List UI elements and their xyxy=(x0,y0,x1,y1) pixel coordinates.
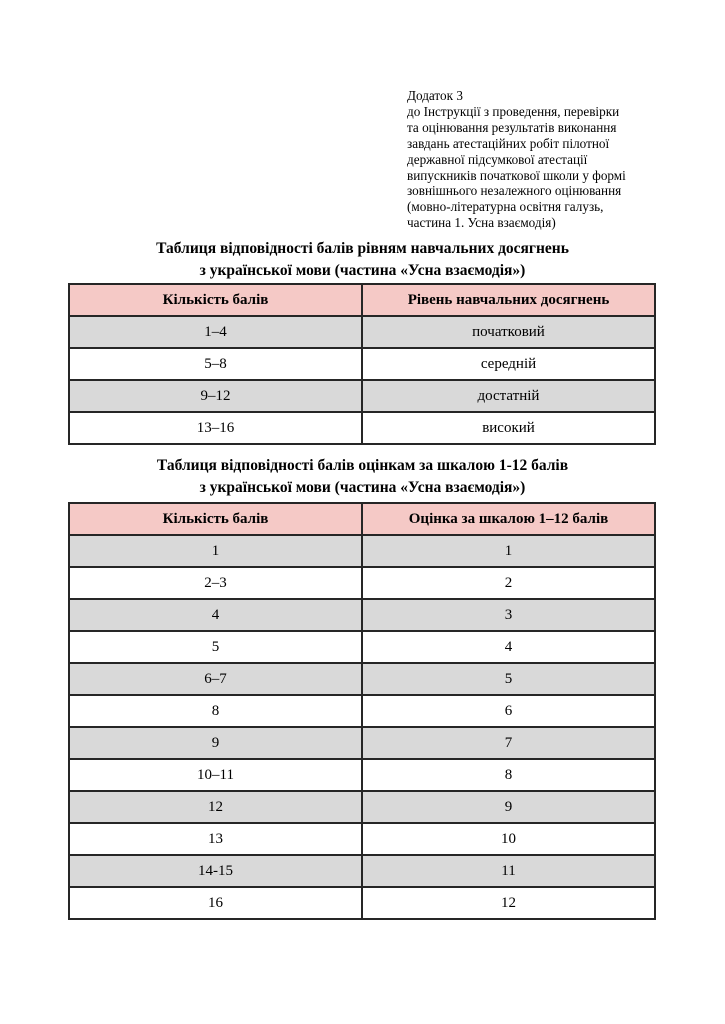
appendix-note-line: зовнішнього незалежного оцінювання xyxy=(407,183,622,199)
score-cell: 16 xyxy=(69,887,362,919)
table-row xyxy=(69,631,655,663)
level-cell: середній xyxy=(362,348,655,380)
appendix-note xyxy=(407,88,662,231)
table-row xyxy=(69,823,655,855)
score-cell: 4 xyxy=(69,599,362,631)
score-cell: 13 xyxy=(69,823,362,855)
grade-cell: 5 xyxy=(362,663,655,695)
grades-table-grade-header: Оцінка за шкалою 1–12 балів xyxy=(362,503,655,535)
score-cell: 6–7 xyxy=(69,663,362,695)
score-cell: 13–16 xyxy=(69,412,362,444)
grades-table-title xyxy=(0,455,725,498)
table-row xyxy=(69,887,655,919)
table-row xyxy=(69,380,655,412)
grades-table-title-line1: Таблиця відповідності балів оцінкам за шкалою 1-12 балів xyxy=(156,457,569,474)
level-cell: початковий xyxy=(362,316,655,348)
level-cell: достатній xyxy=(362,380,655,412)
table-row xyxy=(69,567,655,599)
grade-cell: 6 xyxy=(362,695,655,727)
score-cell: 8 xyxy=(69,695,362,727)
appendix-note-line: до Інструкції з проведення, перевірки xyxy=(407,103,620,119)
grade-cell: 7 xyxy=(362,727,655,759)
grades-table xyxy=(68,502,656,920)
appendix-note-line: завдань атестаційних робіт пілотної xyxy=(407,135,610,151)
grades-table-header-row xyxy=(69,503,655,535)
appendix-note-line: (мовно-літературна освітня галузь, xyxy=(407,199,604,215)
level-cell: високий xyxy=(362,412,655,444)
table-row xyxy=(69,759,655,791)
levels-table-header-row xyxy=(69,284,655,316)
score-cell: 2–3 xyxy=(69,567,362,599)
table-row xyxy=(69,599,655,631)
table-row xyxy=(69,663,655,695)
levels-table-level-header: Рівень навчальних досягнень xyxy=(362,284,655,316)
table-row xyxy=(69,727,655,759)
grade-cell: 1 xyxy=(362,535,655,567)
table-row xyxy=(69,855,655,887)
table-row xyxy=(69,348,655,380)
score-cell: 5–8 xyxy=(69,348,362,380)
appendix-note-line: державної підсумкової атестації xyxy=(407,151,588,167)
score-cell: 9 xyxy=(69,727,362,759)
grade-cell: 9 xyxy=(362,791,655,823)
score-cell: 10–11 xyxy=(69,759,362,791)
grade-cell: 2 xyxy=(362,567,655,599)
grades-table-score-header: Кількість балів xyxy=(69,503,362,535)
table-row xyxy=(69,791,655,823)
grade-cell: 3 xyxy=(362,599,655,631)
grade-cell: 10 xyxy=(362,823,655,855)
grade-cell: 11 xyxy=(362,855,655,887)
table-row xyxy=(69,316,655,348)
table-row xyxy=(69,695,655,727)
grade-cell: 8 xyxy=(362,759,655,791)
levels-table-title-line1: Таблиця відповідності балів рівням навчальних досягнень xyxy=(156,240,569,257)
table-row xyxy=(69,535,655,567)
appendix-note-line: випускників початкової школи у формі xyxy=(407,167,626,183)
levels-table-title xyxy=(0,238,725,281)
score-cell: 12 xyxy=(69,791,362,823)
score-cell: 1 xyxy=(69,535,362,567)
table-row xyxy=(69,412,655,444)
appendix-note-line: та оцінювання результатів виконання xyxy=(407,119,617,135)
levels-table-score-header: Кількість балів xyxy=(69,284,362,316)
grade-cell: 4 xyxy=(362,631,655,663)
grades-table-title-line2: з української мови (частина «Усна взаємодія») xyxy=(199,478,526,496)
appendix-note-line: Додаток 3 xyxy=(407,88,463,103)
score-cell: 9–12 xyxy=(69,380,362,412)
levels-table-title-line2: з української мови (частина «Усна взаємодія») xyxy=(199,261,526,279)
grade-cell: 12 xyxy=(362,887,655,919)
score-cell: 5 xyxy=(69,631,362,663)
appendix-note-line: частина 1. Усна взаємодія) xyxy=(407,215,556,231)
score-cell: 1–4 xyxy=(69,316,362,348)
levels-table xyxy=(68,283,656,445)
score-cell: 14-15 xyxy=(69,855,362,887)
